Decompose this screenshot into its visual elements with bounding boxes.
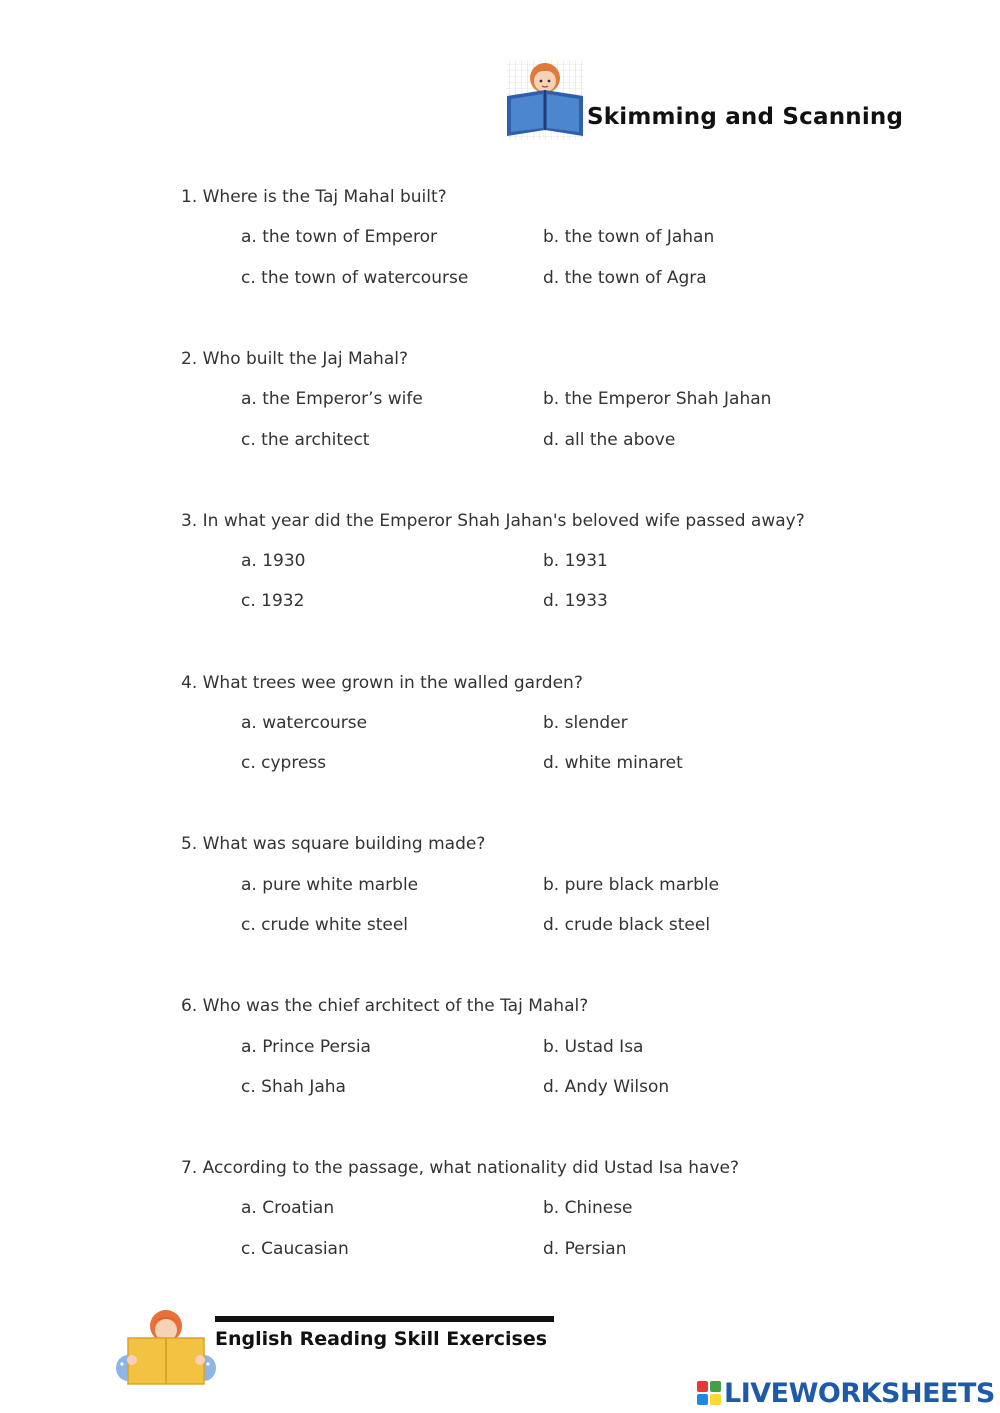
option-a: a. Croatian	[241, 1198, 335, 1218]
option-b: b. 1931	[543, 551, 608, 571]
question-text: 1. Where is the Taj Mahal built?	[181, 187, 447, 207]
option-d: d. Andy Wilson	[543, 1077, 670, 1097]
option-d: d. the town of Agra	[543, 268, 707, 288]
option-b: b. the Emperor Shah Jahan	[543, 389, 772, 409]
liveworksheets-blocks-icon	[697, 1381, 721, 1405]
option-d: d. crude black steel	[543, 915, 711, 935]
option-a: a. pure white marble	[241, 875, 419, 895]
question-text: 5. What was square building made?	[181, 834, 486, 854]
option-c: c. cypress	[241, 753, 327, 773]
question-text: 2. Who built the Jaj Mahal?	[181, 349, 408, 369]
option-d: d. 1933	[543, 591, 608, 611]
liveworksheets-logo	[697, 1378, 995, 1408]
option-a: a. 1930	[241, 551, 306, 571]
option-b: b. the town of Jahan	[543, 227, 715, 247]
option-a: a. watercourse	[241, 713, 368, 733]
option-a: a. the Emperor’s wife	[241, 389, 423, 409]
option-c: c. the town of watercourse	[241, 268, 469, 288]
question-text: 7. According to the passage, what nationality did Ustad Isa have?	[181, 1158, 740, 1178]
option-b: b. pure black marble	[543, 875, 720, 895]
footer-title: English Reading Skill Exercises	[215, 1328, 548, 1350]
option-c: c. Caucasian	[241, 1239, 349, 1259]
girl-reading-book-icon	[503, 58, 589, 142]
option-a: a. Prince Persia	[241, 1037, 371, 1057]
question-text: 6. Who was the chief architect of the Taj Mahal?	[181, 996, 589, 1016]
option-d: d. white minaret	[543, 753, 683, 773]
question-text: 4. What trees wee grown in the walled garden?	[181, 673, 583, 693]
girl-with-book-icon	[110, 1308, 222, 1388]
option-d: d. Persian	[543, 1239, 627, 1259]
option-b: b. slender	[543, 713, 628, 733]
footer-divider	[215, 1316, 554, 1322]
option-c: c. the architect	[241, 430, 370, 450]
option-b: b. Chinese	[543, 1198, 633, 1218]
watermark-text: LIVEWORKSHEETS	[724, 1377, 995, 1409]
option-d: d. all the above	[543, 430, 676, 450]
page-title: Skimming and Scanning	[587, 104, 904, 130]
option-b: b. Ustad Isa	[543, 1037, 644, 1057]
option-a: a. the town of Emperor	[241, 227, 438, 247]
option-c: c. 1932	[241, 591, 305, 611]
option-c: c. crude white steel	[241, 915, 409, 935]
question-text: 3. In what year did the Emperor Shah Jahan's beloved wife passed away?	[181, 511, 805, 531]
option-c: c. Shah Jaha	[241, 1077, 346, 1097]
